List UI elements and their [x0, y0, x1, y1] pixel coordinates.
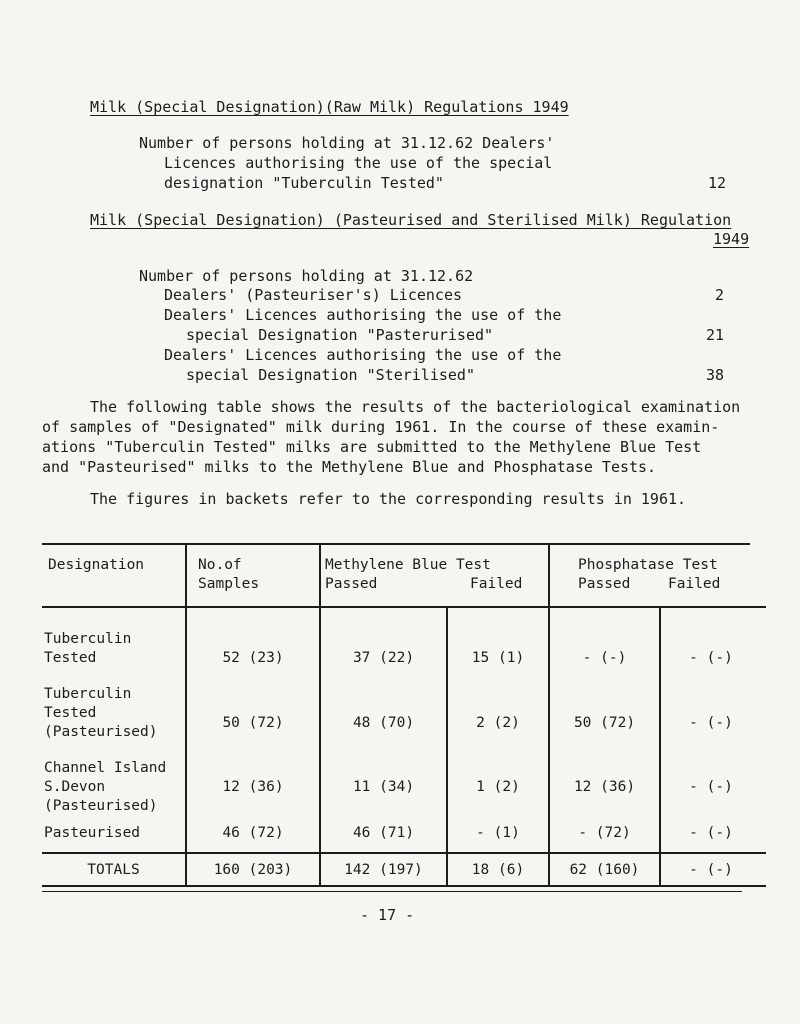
- row-designation-line1: Pasteurised: [44, 825, 141, 841]
- section2-intro: Number of persons holding at 31.12.62: [139, 267, 474, 285]
- section1-value: 12: [708, 174, 727, 192]
- row-samples: 46 (72): [222, 825, 284, 841]
- section2-item3-line1: Dealers' Licences authorising the use of the: [164, 346, 562, 364]
- section2-item3-value: 38: [706, 366, 725, 384]
- paragraph-line1: The following table shows the results of the bacteriological examination: [90, 398, 741, 416]
- section1-heading: Milk (Special Designation)(Raw Milk) Regulations 1949: [90, 98, 569, 116]
- row-designation-line2: S.Devon: [44, 779, 106, 795]
- header-ph-failed: Failed: [668, 576, 721, 592]
- row-ph-failed: - (-): [689, 715, 733, 731]
- paragraph-line2: of samples of "Designated" milk during 1961. In the course of these examin-: [42, 418, 720, 436]
- row-designation-line1: Channel Island: [44, 760, 167, 776]
- row-ph-passed: - (-): [582, 650, 627, 666]
- row-mb-passed: 46 (71): [352, 825, 415, 841]
- page-number: - 17 -: [360, 906, 415, 924]
- section2-item2-line1: Dealers' Licences authorising the use of the: [164, 306, 562, 324]
- row-designation-line2: Tested: [44, 705, 97, 721]
- header-mb-failed: Failed: [470, 576, 523, 592]
- row-samples: 52 (23): [222, 650, 284, 666]
- brackets-note: The figures in backets refer to the corresponding results in 1961.: [90, 490, 687, 508]
- section2-item1: Dealers' (Pasteuriser's) Licences: [164, 286, 463, 304]
- header-designation: Designation: [48, 557, 145, 573]
- row-mb-failed: 15 (1): [471, 650, 525, 666]
- row-mb-failed: 2 (2): [476, 715, 520, 731]
- row-ph-failed: - (-): [689, 650, 733, 666]
- row-mb-failed: 1 (2): [476, 779, 520, 795]
- totals-mb-passed: 142 (197): [344, 862, 423, 878]
- section1-line1: Number of persons holding at 31.12.62 Dealers': [139, 134, 555, 152]
- row-samples: 12 (36): [222, 779, 284, 795]
- row-designation-line1: Tuberculin: [44, 686, 132, 702]
- row-samples: 50 (72): [222, 715, 284, 731]
- paragraph-line3: ations "Tuberculin Tested" milks are submitted to the Methylene Blue Test: [42, 438, 702, 456]
- row-ph-passed: 50 (72): [573, 715, 636, 731]
- totals-ph-passed: 62 (160): [569, 862, 640, 878]
- header-samples-line2: Samples: [198, 576, 260, 592]
- table-bottom-double-rule: [42, 891, 742, 892]
- section2-item3-line2: special Designation "Sterilised": [186, 366, 475, 384]
- totals-label: TOTALS: [87, 862, 140, 878]
- section2-heading: Milk (Special Designation) (Pasteurised and Sterilised Milk) Regulation: [90, 211, 732, 229]
- row-ph-passed: 12 (36): [573, 779, 636, 795]
- section2-item2-value: 21: [706, 326, 725, 344]
- paragraph-line4: and "Pasteurised" milks to the Methylene Blue and Phosphatase Tests.: [42, 458, 657, 476]
- row-designation-line1: Tuberculin: [44, 631, 132, 647]
- row-ph-failed: - (-): [689, 779, 733, 795]
- header-samples-line1: No.of: [198, 557, 242, 573]
- header-phosphatase: Phosphatase Test: [578, 557, 718, 573]
- section2-heading-year: 1949: [713, 230, 750, 248]
- section2-item1-value: 2: [715, 286, 725, 304]
- section2-item2-line2: special Designation "Pasterurised": [186, 326, 494, 344]
- section1-line2: Licences authorising the use of the special: [164, 154, 553, 172]
- table-totals-rule: [42, 852, 766, 854]
- table-header-rule: [42, 606, 766, 608]
- header-mb-passed: Passed: [325, 576, 378, 592]
- totals-ph-failed: - (-): [689, 862, 733, 878]
- row-ph-failed: - (-): [689, 825, 733, 841]
- header-methylene-blue: Methylene Blue Test: [325, 557, 491, 573]
- row-designation-line2: Tested: [44, 650, 97, 666]
- section1-line3: designation "Tuberculin Tested": [164, 174, 444, 192]
- table-top-rule: [42, 543, 750, 545]
- row-designation-line3: (Pasteurised): [44, 724, 158, 740]
- row-mb-passed: 48 (70): [352, 715, 415, 731]
- row-designation-line3: (Pasteurised): [44, 798, 158, 814]
- row-mb-passed: 11 (34): [352, 779, 415, 795]
- row-mb-passed: 37 (22): [352, 650, 415, 666]
- row-mb-failed: - (1): [476, 825, 520, 841]
- totals-mb-failed: 18 (6): [471, 862, 525, 878]
- totals-samples: 160 (203): [213, 862, 293, 878]
- table-bottom-rule: [42, 885, 766, 887]
- row-ph-passed: - (72): [578, 825, 631, 841]
- header-ph-passed: Passed: [578, 576, 631, 592]
